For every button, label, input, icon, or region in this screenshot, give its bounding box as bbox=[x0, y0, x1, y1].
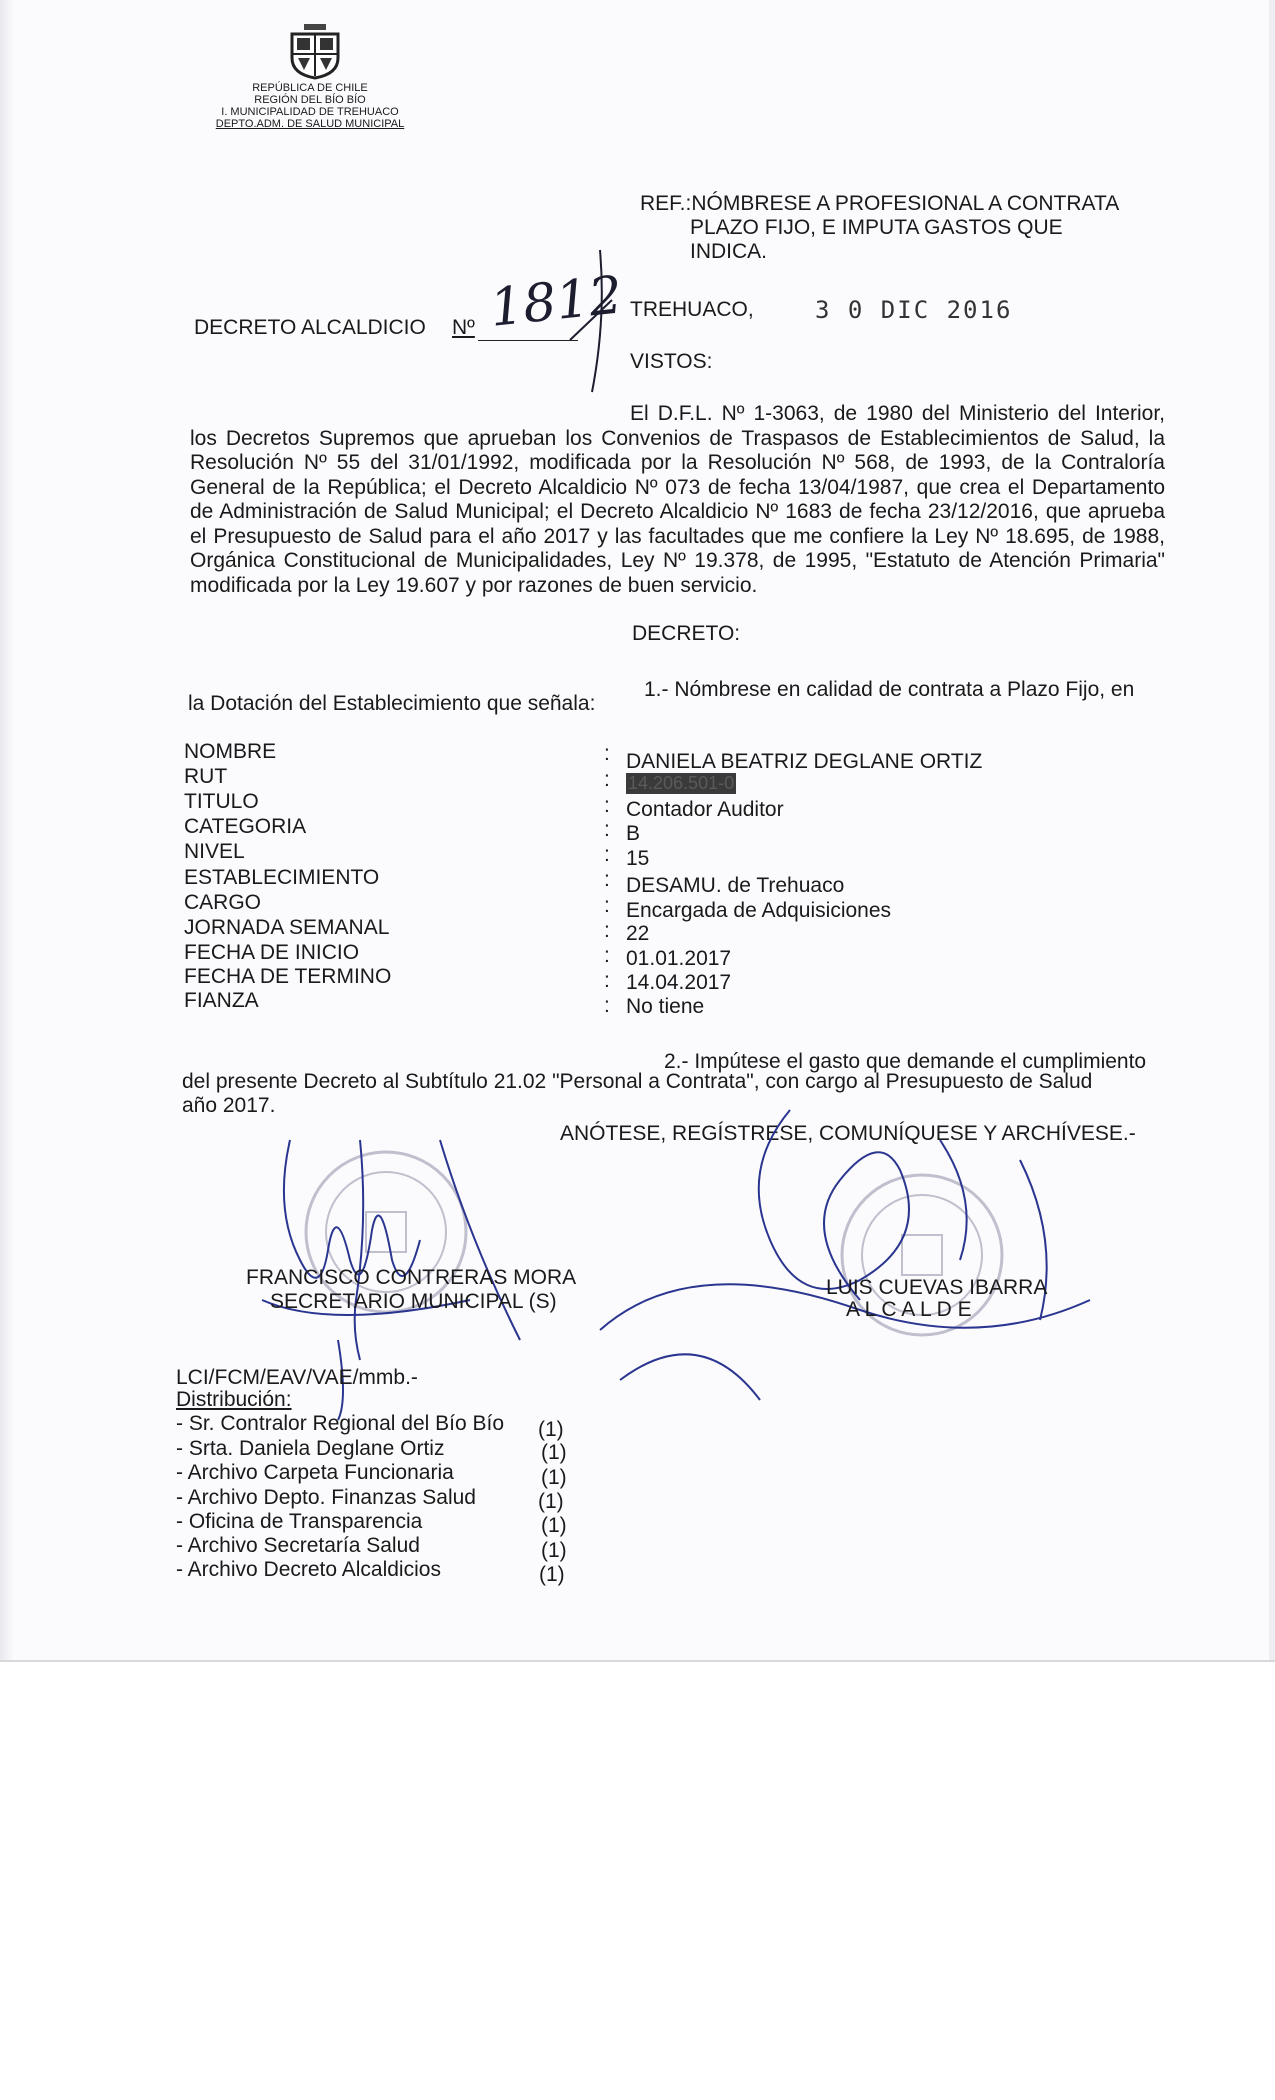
field-label-establecimiento: ESTABLECIMIENTO bbox=[184, 866, 380, 889]
closing-formula: ANÓTESE, REGÍSTRESE, COMUNÍQUESE Y ARCHÍVESE.- bbox=[560, 1122, 1136, 1145]
distribution-item: - Archivo Carpeta Funcionaria bbox=[176, 1461, 454, 1484]
field-colon: : bbox=[604, 768, 610, 791]
field-value-fecha-inicio: 01.01.2017 bbox=[626, 947, 732, 970]
field-label-fecha-termino: FECHA DE TERMINO bbox=[184, 965, 392, 988]
field-value-cargo: Encargada de Adquisiciones bbox=[626, 899, 892, 922]
field-colon: : bbox=[604, 994, 610, 1017]
vistos-paragraph: El D.F.L. Nº 1-3063, de 1980 del Ministerio del Interior, los Decretos Supremos que aprueban los Convenios de Traspasos de Establecimientos de Salud, la Resolución Nº 55 del 31/01/1992, modificada por la Resolución Nº 568, de 1993, de la Contraloría General de la República; el Decreto Alcaldicio Nº 073 de fecha 13/04/1987, que crea el Departamento de Administración de Salud Municipal; el Decreto Alcaldicio Nº 1683 de fecha 23/12/2016, que aprueba el Presupuesto de Salud para el año 2017 y las facultades que me confiere la Ley Nº 18.695, de 1988, Orgánica Constitucional de Municipalidades, Ley Nº 19.378, de 1995, "Estatuto de Atención Primaria" modificada por la Ley 19.607 y por razones de buen servicio. bbox=[190, 402, 1165, 597]
header-line-3: I. MUNICIPALIDAD DE TREHUACO bbox=[221, 106, 399, 118]
header-line-1: REPÚBLICA DE CHILE bbox=[252, 82, 368, 94]
field-colon: : bbox=[604, 818, 610, 841]
field-value-fianza: No tiene bbox=[626, 995, 705, 1018]
field-label-categoria: CATEGORIA bbox=[184, 815, 307, 838]
header-line-4: DEPTO.ADM. DE SALUD MUNICIPAL bbox=[215, 118, 405, 130]
vistos-heading: VISTOS: bbox=[630, 350, 713, 373]
reference-block bbox=[640, 192, 1180, 264]
signature-mayor bbox=[600, 1110, 1090, 1400]
distribution-item: - Srta. Daniela Deglane Ortiz bbox=[176, 1437, 445, 1460]
secretary-title: SECRETARIO MUNICIPAL (S) bbox=[270, 1290, 557, 1313]
field-value-nombre: DANIELA BEATRIZ DEGLANE ORTIZ bbox=[626, 750, 983, 773]
distribution-item: - Archivo Depto. Finanzas Salud bbox=[176, 1486, 476, 1509]
field-value-categoria: B bbox=[626, 822, 641, 845]
field-label-fianza: FIANZA bbox=[184, 989, 259, 1012]
distribution-count: (1) bbox=[538, 1490, 564, 1513]
field-value-fecha-termino: 14.04.2017 bbox=[626, 971, 732, 994]
field-label-cargo: CARGO bbox=[184, 891, 262, 914]
distribution-count: (1) bbox=[541, 1441, 567, 1464]
field-label-rut: RUT bbox=[184, 765, 228, 788]
header-line-2: REGIÓN DEL BÍO BÍO bbox=[254, 94, 366, 106]
decree-number-handwritten: 1812 bbox=[487, 265, 626, 339]
distribution-item: - Archivo Secretaría Salud bbox=[176, 1534, 420, 1557]
field-label-jornada: JORNADA SEMANAL bbox=[184, 916, 390, 939]
distribution-item: - Oficina de Transparencia bbox=[176, 1510, 423, 1533]
field-colon: : bbox=[604, 944, 610, 967]
point-2-line-c: año 2017. bbox=[182, 1094, 276, 1117]
field-colon: : bbox=[604, 843, 610, 866]
scan-edge-right bbox=[1269, 0, 1275, 1660]
distribution-title: Distribución: bbox=[176, 1388, 292, 1411]
distribution-item: - Archivo Decreto Alcaldicios bbox=[176, 1558, 441, 1581]
distribution-count: (1) bbox=[539, 1563, 565, 1586]
point-2-line-b: del presente Decreto al Subtítulo 21.02 "Personal a Contrata", con cargo al Presupuesto de Salud bbox=[182, 1070, 1093, 1093]
field-label-titulo: TITULO bbox=[184, 790, 259, 813]
decreto-heading: DECRETO: bbox=[632, 622, 741, 645]
field-value-titulo: Contador Auditor bbox=[626, 798, 784, 821]
decree-number-line bbox=[478, 340, 578, 341]
scan-edge-left bbox=[0, 0, 14, 1660]
field-value-nivel: 15 bbox=[626, 847, 650, 870]
field-colon: : bbox=[604, 919, 610, 942]
field-colon: : bbox=[604, 969, 610, 992]
field-colon: : bbox=[604, 794, 610, 817]
field-colon: : bbox=[604, 868, 610, 891]
secretary-name: FRANCISCO CONTRERAS MORA bbox=[246, 1266, 577, 1289]
initials: LCI/FCM/EAV/VAE/mmb.- bbox=[176, 1366, 418, 1389]
chile-crest-icon bbox=[280, 22, 350, 80]
point-2-line-a: 2.- Impútese el gasto que demande el cumplimiento bbox=[664, 1050, 1147, 1073]
date-stamp: 3 0 DIC 2016 bbox=[815, 296, 1013, 324]
decree-label: DECRETO ALCALDICIO bbox=[194, 316, 426, 339]
ref-line-1: REF.:NÓMBRESE A PROFESIONAL A CONTRATA bbox=[640, 192, 1120, 215]
point-1-line-a: 1.- Nómbrese en calidad de contrata a Plazo Fijo, en bbox=[644, 678, 1135, 701]
field-value-establecimiento: DESAMU. de Trehuaco bbox=[626, 874, 845, 897]
field-label-nombre: NOMBRE bbox=[184, 740, 277, 763]
field-label-nivel: NIVEL bbox=[184, 840, 245, 863]
distribution-item: - Sr. Contralor Regional del Bío Bío bbox=[176, 1412, 505, 1435]
ref-line-2: PLAZO FIJO, E IMPUTA GASTOS QUE bbox=[690, 216, 1063, 239]
field-value-jornada: 22 bbox=[626, 922, 650, 945]
distribution-count: (1) bbox=[541, 1539, 567, 1562]
ref-line-3: INDICA. bbox=[690, 240, 768, 263]
mayor-name: LUIS CUEVAS IBARRA bbox=[826, 1276, 1048, 1299]
field-colon: : bbox=[604, 894, 610, 917]
place-label: TREHUACO, bbox=[630, 298, 754, 321]
distribution-count: (1) bbox=[541, 1514, 567, 1537]
distribution-count: (1) bbox=[541, 1466, 567, 1489]
field-label-fecha-inicio: FECHA DE INICIO bbox=[184, 941, 360, 964]
distribution-count: (1) bbox=[538, 1418, 564, 1441]
field-value-rut-redacted: 14.206.501-0 bbox=[628, 773, 735, 793]
mayor-title: A L C A L D E bbox=[846, 1298, 972, 1321]
field-colon: : bbox=[604, 742, 610, 765]
decree-number-prefix: Nº bbox=[452, 316, 475, 339]
point-1-line-b: la Dotación del Establecimiento que señala: bbox=[188, 692, 596, 715]
